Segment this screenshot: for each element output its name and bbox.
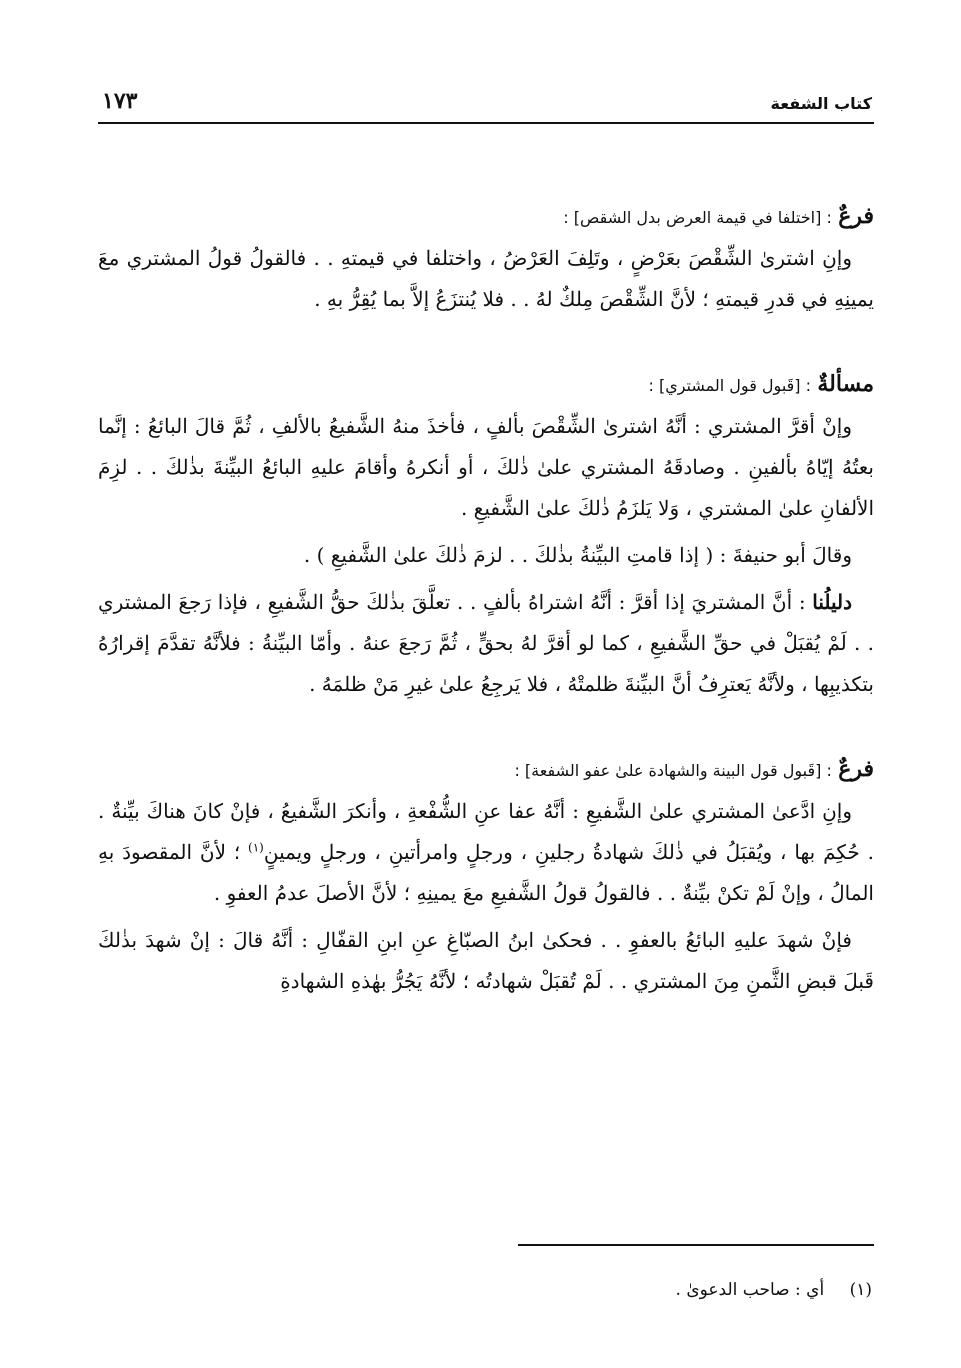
book-title: كتاب الشفعة <box>770 94 872 113</box>
footnote-reference[interactable]: (١) <box>248 840 264 855</box>
heading-topic: : [قَبول قول المشتري] : <box>648 376 812 395</box>
heading-topic: : [قَبول قول البينة والشهادة علىٰ عفو الشفعة] : <box>514 761 832 780</box>
footnote-divider <box>518 1244 874 1246</box>
page-body <box>98 196 874 1002</box>
running-header <box>98 88 874 124</box>
paragraph: فإنْ شهدَ عليهِ البائعُ بالعفوِ . . فحكىٰ ابنُ الصبّاغِ عنِ ابنِ القفّالِ : أنَّهُ قالَ : إنْ شهدَ بذٰلكَ قَبلَ قبضِ الثَّمنِ مِنَ المشتري . . لَمْ تُقبَلْ شهادتُه ؛ لأنَّهُ يَجُرُّ بهٰذهِ الشهادةِ <box>98 928 874 993</box>
paragraph <box>98 582 874 705</box>
heading-topic: : [اختلفا في قيمة العرض بدل الشقص] : <box>563 208 832 227</box>
section-heading-masala <box>98 364 874 406</box>
paragraph-text: وإنِ ادَّعىٰ المشتري علىٰ الشَّفيعِ : أنَّهُ عفا عنِ الشُّفْعةِ ، وأنكرَ الشَّفيعُ ، فإنْ كانَ هناكَ بيِّنةٌ . . حُكِمَ بها ، ويُقبَلُ في ذٰلكَ شهادةُ رجلينِ ، ورجلٍ وامرأتينِ ، ورجلٍ ويمينٍ <box>98 799 874 864</box>
section-heading-far-2 <box>98 749 874 791</box>
book-page <box>98 0 874 1368</box>
heading-label: مسألةٌ <box>817 371 874 397</box>
paragraph: وإنِ اشترىٰ الشِّقْصَ بعَرْضٍ ، وتَلِفَ العَرْضُ ، واختلفا في قيمتهِ . . فالقولُ قولُ المشتري معَ يمينِهِ في قدرِ قيمتهِ ؛ لأنَّ الشِّقْصَ مِلكٌ لهُ . . فلا يُنتزَعُ إلاَّ بما يُقِرُّ بهِ . <box>98 246 874 311</box>
page-number: ١٧٣ <box>102 88 138 114</box>
paragraph-text: : أنَّ المشتريَ إذا أقرَّ : أنَّهُ اشتراهُ بألفٍ . . تعلَّقَ بذٰلكَ حقُّ الشَّفيعِ ، فإذا رَجعَ المشتري . . لَمْ يُقبَلْ في حقِّ الشَّفيعِ ، كما لو أقرَّ لهُ بحقٍّ ، ثُمَّ رَجعَ عنهُ . وأمّا البيِّنةُ : فلأنَّهُ تقدَّمَ إقرارُهُ بتكذيبِها ، ولأنَّهُ يَعترِفُ أنَّ البيِّنةَ ظلمتْهُ ، فلا يَرجِعُ علىٰ غيرِ مَنْ ظلمَهُ . <box>98 590 874 696</box>
dalil-lead: دليلُنا <box>812 590 853 614</box>
paragraph: وقالَ أبو حنيفةَ : ( إذا قامتِ البيِّنةُ بذٰلكَ . . لزمَ ذٰلكَ علىٰ الشَّفيعِ ) . <box>303 543 852 567</box>
paragraph <box>98 791 874 914</box>
footnote-text: أي : صاحب الدعوىٰ . <box>675 1280 825 1300</box>
paragraph: وإنْ أقرَّ المشتري : أنَّهُ اشترىٰ الشِّقْصَ بألفٍ ، فأخذَ منهُ الشَّفيعُ بالألفِ ، ثُمَّ قالَ البائعُ : إنَّما بعتُهُ إيّاهُ بألفينِ . وصادقَهُ المشتري علىٰ ذٰلكَ ، أو أنكرهُ وأقامَ عليهِ البائعُ البيِّنةَ بذٰلكَ . . لزِمَ الألفانِ علىٰ المشتري ، وَلا يَلزَمُ ذٰلكَ علىٰ الشَّفيعِ . <box>98 414 874 520</box>
section-heading-far-1 <box>98 196 874 238</box>
paragraph-text: ؛ لأنَّ المقصودَ بهِ المالُ ، وإنْ لَمْ تكنْ بيِّنةٌ . . فالقولُ قولُ الشَّفيعِ معَ يمينِهِ ؛ لأنَّ الأصلَ عدمُ العفوِ . <box>98 840 874 905</box>
footnote <box>676 1276 872 1304</box>
heading-label: فرعٌ <box>838 203 874 229</box>
footnote-number: (١) <box>849 1280 872 1300</box>
heading-label: فرعٌ <box>838 756 874 782</box>
